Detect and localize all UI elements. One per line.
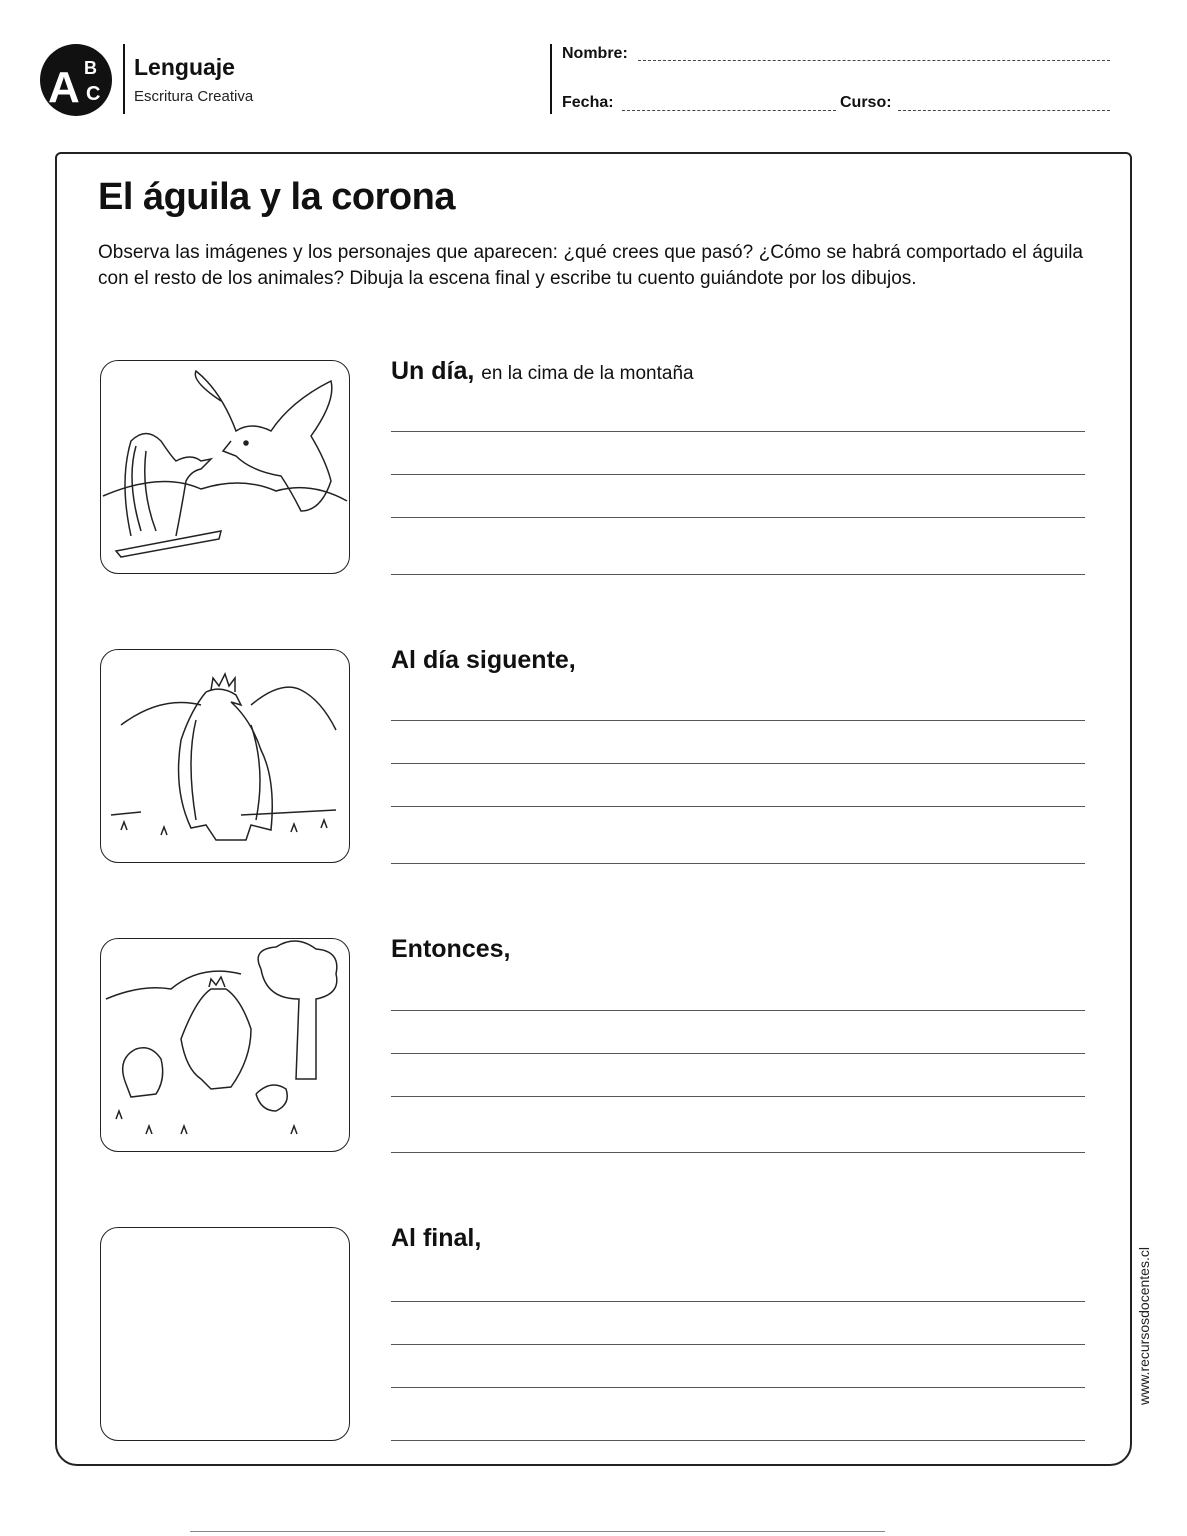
instructions: Observa las imágenes y los personajes que aparecen: ¿qué crees que pasó? ¿Cómo se habrá comportado el águila con el resto de los animales? Dibuja la escena final y escribe tu cuento guiándote por los dibujos. [98, 242, 1083, 289]
illustration-two-eagles [100, 360, 350, 574]
writing-line[interactable] [391, 720, 1085, 721]
section-heading: Al final, [391, 1224, 482, 1252]
header-divider [550, 44, 552, 114]
svg-text:A: A [48, 63, 80, 112]
writing-line[interactable] [391, 431, 1085, 432]
subject-subtitle: Escritura Creativa [134, 88, 254, 105]
name-label: Nombre: [562, 45, 628, 62]
course-field[interactable] [898, 110, 1110, 111]
date-label: Fecha: [562, 94, 614, 111]
abc-logo [40, 44, 112, 116]
subject-label: Lenguaje [134, 54, 235, 80]
writing-line[interactable] [391, 1344, 1085, 1345]
writing-line[interactable] [391, 1010, 1085, 1011]
name-field[interactable] [638, 60, 1110, 61]
footer-rule [190, 1531, 885, 1532]
header-divider [123, 44, 125, 114]
writing-line[interactable] [391, 1053, 1085, 1054]
writing-line[interactable] [391, 517, 1085, 518]
illustration-crowned-eagle [100, 649, 350, 863]
footer-url: www.recursosdocentes.cl [1136, 1247, 1152, 1405]
date-field[interactable] [622, 110, 836, 111]
writing-line[interactable] [391, 863, 1085, 864]
drawing-box-final-scene[interactable] [100, 1227, 350, 1441]
svg-text:C: C [86, 83, 101, 105]
section-heading: Entonces, [391, 935, 511, 963]
writing-line[interactable] [391, 763, 1085, 764]
section-prompt: en la cima de la montaña [481, 363, 694, 384]
writing-line[interactable] [391, 1152, 1085, 1153]
writing-line[interactable] [391, 1387, 1085, 1388]
course-label: Curso: [840, 94, 892, 111]
writing-line[interactable] [391, 474, 1085, 475]
section-heading: Un día, en la cima de la montaña [391, 357, 694, 385]
writing-line[interactable] [391, 1096, 1085, 1097]
section-heading: Al día siguente, [391, 646, 576, 674]
worksheet-title: El águila y la corona [98, 176, 455, 218]
writing-line[interactable] [391, 574, 1085, 575]
writing-line[interactable] [391, 1440, 1085, 1441]
illustration-eagle-with-animals [100, 938, 350, 1152]
writing-line[interactable] [391, 806, 1085, 807]
svg-text:B: B [84, 58, 97, 78]
writing-line[interactable] [391, 1301, 1085, 1302]
